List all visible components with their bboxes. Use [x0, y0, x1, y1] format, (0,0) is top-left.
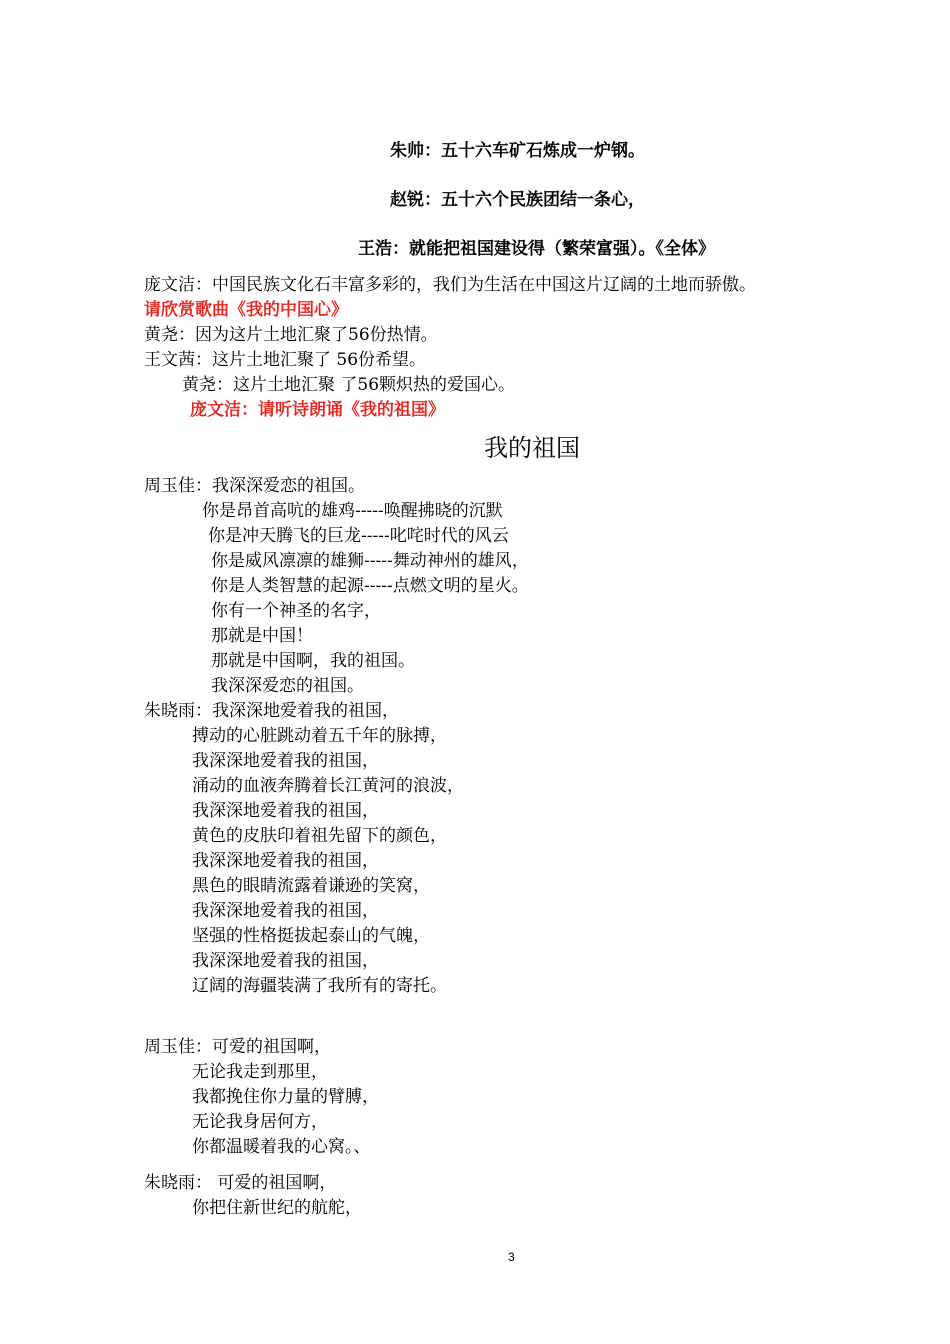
- stanza2-line: 我深深地爱着我的祖国，: [192, 951, 379, 971]
- intro-line-huangyao-1: 黄尧：因为这片土地汇聚了56份热情。: [144, 325, 438, 345]
- stanza1-line: 你是昂首高吭的雄鸡-----唤醒拂晓的沉默: [202, 501, 503, 521]
- poem-title: 我的祖国: [484, 434, 580, 462]
- stanza1-speaker-line: 周玉佳：我深深爱恋的祖国。: [144, 476, 365, 496]
- stanza1-line: 那就是中国！: [211, 626, 313, 646]
- song-announcement: 请欣赏歌曲《我的中国心》: [144, 300, 348, 320]
- stanza2-line: 我深深地爱着我的祖国，: [192, 751, 379, 771]
- stanza3-line: 我都挽住你力量的臂膊，: [192, 1087, 379, 1107]
- stanza1-line: 那就是中国啊，我的祖国。: [211, 651, 415, 671]
- header-line-zhushuai: 朱帅：五十六车矿石炼成一炉钢。: [390, 141, 645, 161]
- stanza2-line: 我深深地爱着我的祖国，: [192, 901, 379, 921]
- stanza2-line: 黑色的眼睛流露着谦逊的笑窝，: [192, 876, 430, 896]
- stanza1-line: 你有一个神圣的名字，: [211, 601, 381, 621]
- stanza4-speaker-line: 朱晓雨： 可爱的祖国啊，: [144, 1173, 337, 1193]
- stanza1-line: 你是人类智慧的起源-----点燃文明的星火。: [211, 576, 529, 596]
- stanza2-line: 搏动的心脏跳动着五千年的脉搏，: [192, 726, 447, 746]
- stanza2-line: 我深深地爱着我的祖国，: [192, 851, 379, 871]
- poem-announcement: 庞文洁：请听诗朗诵《我的祖国》: [190, 400, 445, 420]
- stanza1-line: 我深深爱恋的祖国。: [211, 676, 364, 696]
- stanza2-line: 坚强的性格挺拔起泰山的气魄，: [192, 926, 430, 946]
- stanza2-line: 我深深地爱着我的祖国，: [192, 801, 379, 821]
- stanza3-line: 你都温暖着我的心窝。、: [192, 1137, 371, 1157]
- stanza2-line: 黄色的皮肤印着祖先留下的颜色，: [192, 826, 447, 846]
- intro-line-wangwenqian: 王文茜：这片土地汇聚了 56份希望。: [144, 350, 427, 370]
- page-number: 3: [508, 1250, 515, 1264]
- stanza3-speaker-line: 周玉佳：可爱的祖国啊，: [144, 1037, 331, 1057]
- stanza1-line: 你是威风凛凛的雄狮-----舞动神州的雄风，: [211, 551, 529, 571]
- stanza3-line: 无论我身居何方，: [192, 1112, 328, 1132]
- intro-line-huangyao-2: 黄尧：这片土地汇聚 了56颗炽热的爱国心。: [182, 375, 516, 395]
- stanza3-line: 无论我走到那里，: [192, 1062, 328, 1082]
- stanza2-line: 涌动的血液奔腾着长江黄河的浪波，: [192, 776, 464, 796]
- stanza1-line: 你是冲天腾飞的巨龙-----叱咤时代的风云: [208, 526, 509, 546]
- stanza4-line: 你把住新世纪的航舵，: [192, 1198, 362, 1218]
- header-line-zhaorui: 赵锐：五十六个民族团结一条心，: [390, 190, 645, 210]
- stanza2-speaker-line: 朱晓雨：我深深地爱着我的祖国，: [144, 701, 399, 721]
- header-line-wanghao: 王浩：就能把祖国建设得（繁荣富强）。《全体》: [358, 239, 715, 259]
- stanza2-line: 辽阔的海疆装满了我所有的寄托。: [192, 976, 447, 996]
- intro-line-pangwenjie: 庞文洁：中国民族文化石丰富多彩的，我们为生活在中国这片辽阔的土地而骄傲。: [144, 275, 756, 295]
